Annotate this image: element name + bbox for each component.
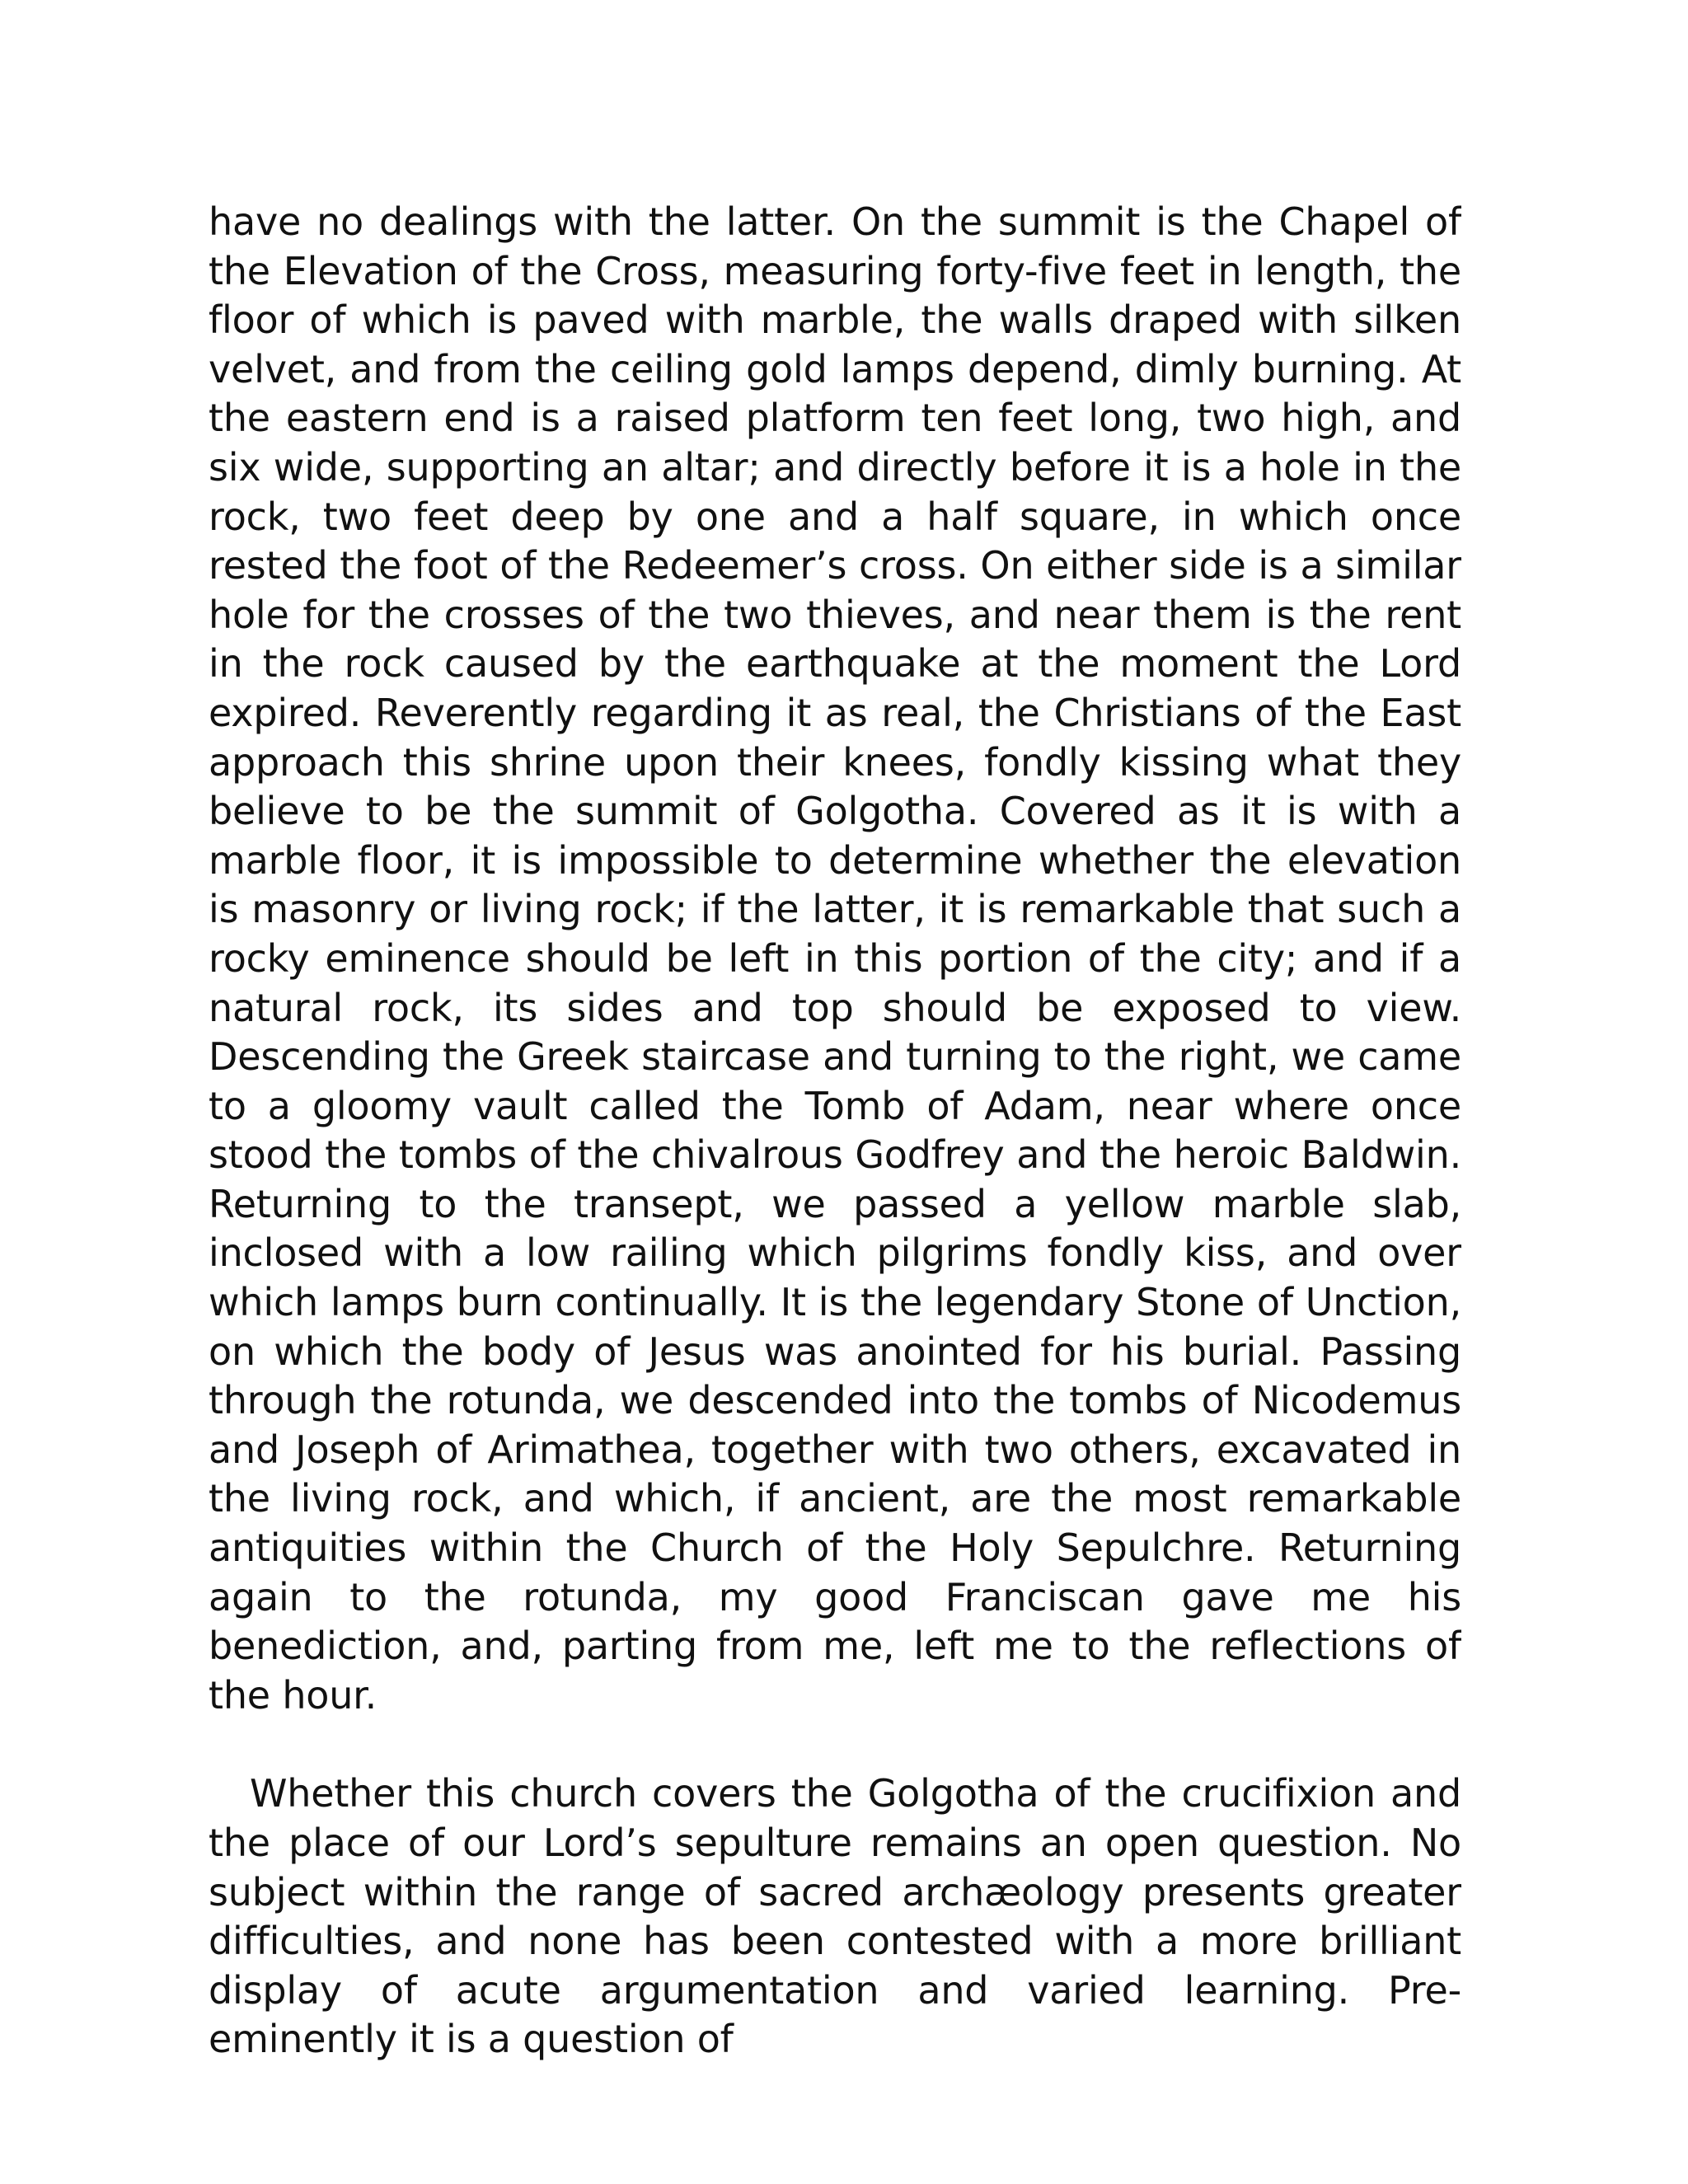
- document-page: [209, 198, 1461, 2093]
- paragraph-golgotha-question: Whether this church covers the Golgotha of the crucifixion and the place of our Lord’s sepulture remains an open question. No subject within the range of sacred archæology presents greater difficulties, and none has been contested with a more brilliant display of acute argumentation and varied learning. Pre-eminently it is a question of: [209, 1771, 1461, 2062]
- paragraph-continuation: have no dealings with the latter. On the summit is the Chapel of the Elevation of the Cross, measuring forty-five feet in length, the floor of which is paved with marble, the walls draped with silken velvet, and from the ceiling gold lamps depend, dimly burning. At the eastern end is a raised platform ten feet long, two high, and six wide, supporting an altar; and directly before it is a hole in the rock, two feet deep by one and a half square, in which once rested the foot of the Redeemer’s cross. On either side is a similar hole for the crosses of the two thieves, and near them is the rent in the rock caused by the earthquake at the moment the Lord expired. Reverently regarding it as real, the Christians of the East approach this shrine upon their knees, fondly kissing what they believe to be the summit of Golgotha. Covered as it is with a marble floor, it is impossible to determine whether the elevation is masonry or living rock; if the latter, it is remarkable that such a rocky eminence should be left in this portion of the city; and if a natural rock, its sides and top should be exposed to view. Descending the Greek staircase and turning to the right, we came to a gloomy vault called the Tomb of Adam, near where once stood the tombs of the chivalrous Godfrey and the heroic Baldwin. Returning to the transept, we passed a yellow marble slab, inclosed with a low railing which pilgrims fondly kiss, and over which lamps burn continually. It is the legendary Stone of Unction, on which the body of Jesus was anointed for his burial. Passing through the rotunda, we descended into the tombs of Nicodemus and Joseph of Arimathea, together with two others, excavated in the living rock, and which, if ancient, are the most remarkable antiquities within the Church of the Holy Sepulchre. Returning again to the rotunda, my good Franciscan gave me his benediction, and, parting from me, left me to the reflections of the hour.: [209, 199, 1461, 1718]
